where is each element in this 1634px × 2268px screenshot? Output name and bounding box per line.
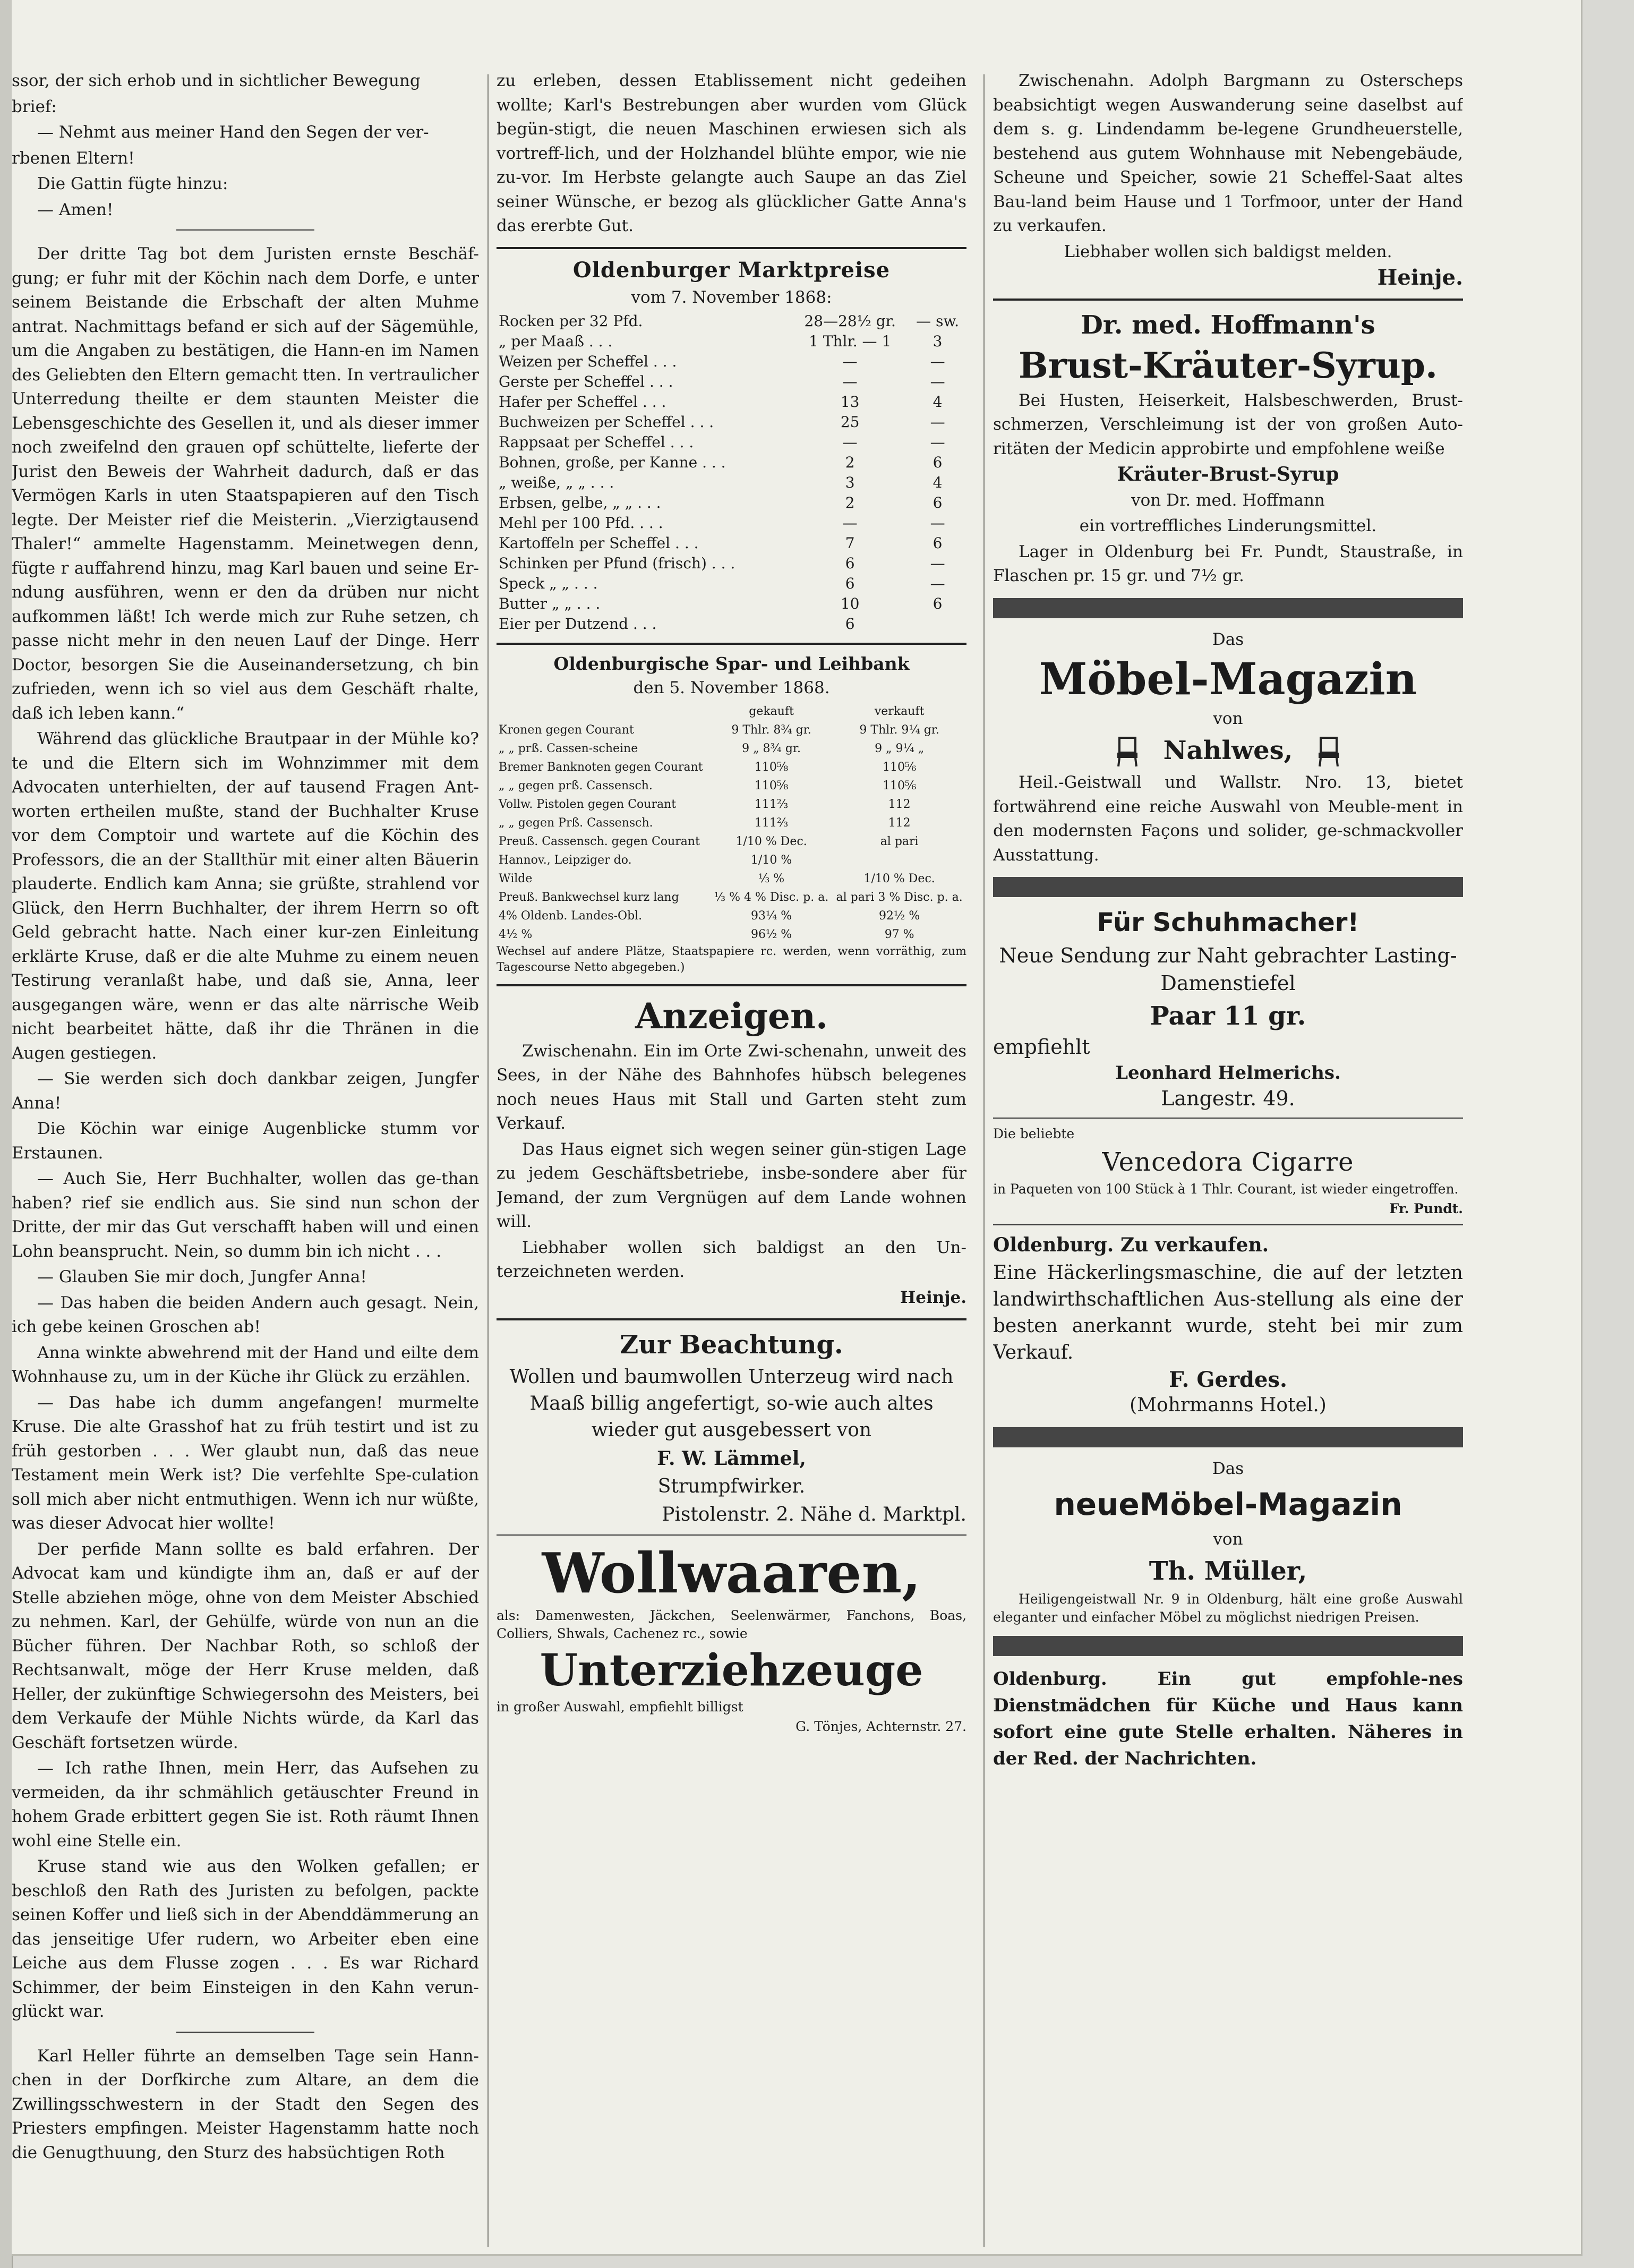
bank-rate-cell: Preuß. Cassensch. gegen Courant [499,834,700,848]
market-price-cell: 4 [933,474,943,491]
story-paragraph: — Auch Sie, Herr Buchhalter, wollen das ge-than haben? rief sie endlich aus. Sie sind nun schon der Dritte, der mir das Gut verschafft haben will und einen Lohn beansprucht. Nein, so dumm bin ich nicht . . . [12,1169,479,1261]
market-price-row [497,533,966,553]
bank-rate-cell: al pari [880,834,919,848]
ornamental-bar [993,1427,1463,1447]
bank-rate-row [497,721,966,739]
hoffmann-sub: Kräuter-Brust-Syrup [1117,463,1339,485]
schuh-title: Für Schuhmacher! [1097,908,1359,937]
bank-rate-row [497,758,966,777]
haecksel-head: Oldenburg. Zu verkaufen. [993,1233,1269,1256]
bank-rate-cell: 96½ % [750,927,792,941]
story-paragraph: Kruse stand wie aus den Wolken gefallen; er beschloß den Rath des Juristen zu befolgen, packte seinen Koffer und ließ sich in der Abenddämmerung an das jenseitige Ufer rudern, wo Arbeiter eben eine Leiche aus dem Flusse zogen . . . Es war Richard Schimmer, der beim Einsteigen in den Kahn verun-glückt war. [12,1857,479,2021]
column-rule-left [487,74,489,2247]
bank-rate-cell: ⅓ % 4 % Disc. p. a. [714,890,829,904]
story-line: brief: [12,97,57,116]
story-line: ssor, der sich erhob und in sichtlicher Bewegung [12,71,421,90]
schuh-price: Paar 11 gr. [1150,1001,1306,1031]
beachtung-trade: Strumpfwirker. [657,1476,806,1497]
story-paragraph: — Das haben die beiden Andern auch gesagt. Nein, ich gebe keinen Groschen ab! [12,1293,479,1336]
moebel-title: Möbel-Magazin [1039,654,1417,705]
market-price-cell: — [930,514,945,532]
market-price-cell: Bohnen, große, per Kanne . . . [499,454,726,471]
bank-rate-cell: ⅓ % [758,872,785,885]
market-price-cell: Butter „ „ . . . [499,595,601,612]
market-price-cell: Eier per Dutzend . . . [499,615,657,633]
market-price-row [497,553,966,574]
market-price-cell [909,614,966,634]
market-price-cell: — [842,514,858,532]
story-paragraph: Die Köchin war einige Augenblicke stumm vor Erstaunen. [12,1119,479,1163]
chair-icon [1115,737,1140,768]
bank-rate-cell: 9 Thlr. 9¼ gr. [859,723,939,737]
column-1-story [12,69,479,2167]
story-line: — Amen! [37,200,114,219]
bank-rate-cell: 9 „ 8¾ gr. [742,741,801,755]
bank-rate-row [497,851,966,869]
moebel-name: Nahlwes, [1163,735,1293,765]
bank-rate-row [497,739,966,758]
bank-rate-cell: 110⅚ [882,760,917,774]
bank-title: Oldenburgische Spar- und Leihbank [553,653,910,674]
cigar-pre: Die beliebte [993,1126,1075,1141]
haecksel-signature2: (Mohrmanns Hotel.) [1130,1394,1327,1416]
market-price-cell: 10 [840,595,860,612]
story-paragraph: Karl Heller führte an demselben Tage sein Hann-chen in der Dorfkirche zum Altare, an dem die Zwillingsschwestern in der Stadt den Segen des Priesters empfingen. Meister Hagenstamm hatte noch die Genugthuung, den Sturz des habsüchtigen Roth [12,2046,479,2162]
story-paragraph: — Ich rathe Ihnen, mein Herr, das Aufsehen zu vermeiden, da ihr schmählich getäuschter Freund in hohem Grade erbittert gegen Sie ist. Roth räumt Ihnen wohl eine Stelle ein. [12,1759,479,1851]
bank-rate-cell: 97 % [884,927,914,941]
market-price-cell: 6 [845,615,855,633]
schuh-emp: empfiehlt [993,1035,1090,1059]
story-paragraph: Anna winkte abwehrend mit der Hand und eilte dem Wohnhause zu, um in der Küche ihr Glück zu erzählen. [12,1343,479,1386]
market-price-row [497,493,966,513]
column-rule-right [983,74,985,2247]
bank-rate-cell: 111⅔ [754,797,789,811]
bank-rate-row [497,907,966,925]
bank-rate-row [497,832,966,851]
market-price-cell: — [930,353,945,370]
section-rule [497,1534,966,1536]
bank-rate-cell: „ „ gegen Prß. Cassensch. [499,816,653,830]
announcements-heading: Anzeigen. [635,995,828,1037]
moebel-name-row [993,735,1463,768]
market-price-cell: — [930,413,945,431]
story-paragraph: — Glauben Sie mir doch, Jungfer Anna! [37,1267,367,1286]
market-price-cell: — [842,353,858,370]
neue-von: von [1213,1530,1243,1549]
market-price-cell: 2 [845,454,855,471]
market-price-row [497,513,966,533]
market-price-row [497,432,966,453]
bank-rate-cell: 111⅔ [754,816,789,830]
market-price-cell: 13 [840,393,860,411]
market-price-cell: — [930,433,945,451]
bank-rate-cell: 1/10 % [750,853,792,867]
section-separator [176,229,314,231]
neue-das: Das [1212,1459,1244,1478]
market-price-row [497,331,966,352]
hoffmann-title: Dr. med. Hoffmann's [1081,310,1375,340]
story-line: Die Gattin fügte hinzu: [37,174,228,193]
market-prices-title: Oldenburger Marktpreise [572,257,891,283]
market-price-cell: 6 [845,575,855,592]
section-rule [497,247,966,249]
bank-rate-cell: 1/10 % Dec. [863,872,935,885]
farm-sale-text2: Liebhaber wollen sich baldigst melden. [1064,242,1392,261]
market-prices-table [497,311,966,634]
bank-rate-cell: 112 [888,797,911,811]
market-price-cell: 28—28½ gr. [804,312,896,330]
bank-rate-row [497,888,966,907]
market-price-row [497,574,966,594]
bank-header-bought: gekauft [749,704,794,718]
bank-rate-cell: Wilde [499,872,533,885]
market-price-row [497,594,966,614]
haecksel-signature: F. Gerdes. [1169,1367,1287,1392]
market-price-cell: 6 [845,555,855,572]
chair-icon [1316,737,1341,768]
house-sale-text: Das Haus eignet sich wegen seiner gün-stigen Lage zu jedem Geschäftsbetriebe, insbe-sondere aber für Jemand, der zum Vergnügen auf dem Lande wohnen will. [497,1139,966,1231]
market-price-cell: Hafer per Scheffel . . . [499,393,666,411]
cigar-title: Vencedora Cigarre [1102,1147,1354,1177]
market-price-row [497,392,966,412]
market-price-cell: 25 [840,413,860,431]
market-price-row [497,473,966,493]
beachtung-text: Wollen und baumwollen Unterzeug wird nach Maaß billig angefertigt, so-wie auch altes wieder gut ausgebessert von [509,1366,954,1441]
moebel-das: Das [1212,629,1244,649]
section-rule [497,984,966,986]
wollwaaren-title: Wollwaaren, [542,1540,921,1606]
section-rule [993,299,1463,301]
section-rule [497,1318,966,1320]
market-prices-date: vom 7. November 1868: [631,287,832,307]
column-3-ads [993,69,1463,1774]
market-price-cell: — [930,373,945,390]
bank-rate-cell: Kronen gegen Courant [499,723,634,737]
market-price-cell: Speck „ „ . . . [499,575,598,592]
house-sale-text: Zwischenahn. Ein im Orte Zwi-schenahn, unweit des Sees, in der Nähe des Bahnhofes hübsch belegenes noch neues Haus mit Stall und Garten steht zum Verkauf. [497,1041,966,1133]
adjacent-page-edge [0,0,13,2268]
beachtung-name: F. W. Lämmel, [657,1447,806,1470]
market-price-cell: 1 Thlr. — 1 [809,332,892,350]
neue-text: Heiligengeistwall Nr. 9 in Oldenburg, hält eine große Auswahl eleganter und einfacher Möbel zu möglichst niedrigen Preisen. [993,1591,1463,1625]
bank-rate-cell: 93¼ % [750,909,792,923]
market-price-cell: 6 [933,534,943,552]
market-price-row [497,614,966,634]
wollwaaren-signature: G. Tönjes, Achternstr. 27. [795,1719,966,1734]
market-price-cell: — sw. [916,312,959,330]
bank-header-sold: verkauft [874,704,925,718]
bank-rate-cell: Vollw. Pistolen gegen Courant [499,797,677,811]
haecksel-text: Eine Häckerlingsmaschine, die auf der letzten landwirthschaftlichen Aus-stellung als eine der besten anerkannt wurde, steht bei mir zum Verkauf. [993,1261,1463,1363]
hoffmann-text: Bei Husten, Heiserkeit, Halsbeschwerden, Brust-schmerzen, Verschleimung ist der von großen Auto-ritäten der Medicin approbirte und empfohlene weiße [993,390,1463,458]
bank-rate-cell: Preuß. Bankwechsel kurz lang [499,890,679,904]
bank-rate-row [497,777,966,795]
story-line: — Nehmt aus meiner Hand den Segen der ver- [37,123,429,142]
ornamental-bar [993,877,1463,897]
bank-rate-cell: 4½ % [499,927,533,941]
bank-rate-cell [832,851,966,869]
market-price-row [497,453,966,473]
bank-rate-cell: 112 [888,816,911,830]
market-price-cell: 4 [933,393,943,411]
column-2 [497,69,966,1737]
farm-sale-text: Zwischenahn. Adolph Bargmann zu Osterscheps beabsichtigt wegen Auswanderung seine daselbst auf dem s. g. Lindendamm be-legene Grundheuerstelle, bestehend aus gutem Wohnhause mit Nebengebäude, Scheune und Speicher, sowie 21 Scheffel-Saat altes Bau-land beim Hause und 1 Torfmoor, unter der Hand zu verkaufen. [993,71,1463,235]
market-price-cell: „ weiße, „ „ . . . [499,474,614,491]
farm-sale-signature: Heinje. [1377,265,1463,290]
section-rule [993,1118,1463,1119]
market-price-cell: — [842,433,858,451]
moebel-von: von [1213,709,1243,728]
house-sale-text: Liebhaber wollen sich baldigst an den Un-terzeichneten werden. [497,1238,966,1281]
house-sale-signature: Heinje. [900,1288,966,1307]
hoffmann-text2: ein vortreffliches Linderungsmittel. [1079,516,1377,535]
story-ending: zu erleben, dessen Etablissement nicht gedeihen wollte; Karl's Bestrebungen aber wurden vom Glück begün-stigt, die neuen Maschinen erwiesen sich als vortreff-lich, und der Holzhandel blühte empor, wie nie zu-vor. Im Herbste gelangte auch Saupe an das Ziel seiner Wünsche, er bezog als glücklicher Gatte Anna's das ererbte Gut. [497,71,966,235]
market-price-cell: Weizen per Scheffel . . . [499,353,677,370]
bank-rate-cell: 9 „ 9¼ „ [875,741,925,755]
bank-rate-cell: al pari 3 % Disc. p. a. [836,890,963,904]
hoffmann-text3: Lager in Oldenburg bei Fr. Pundt, Staustraße, in Flaschen pr. 15 gr. und 7½ gr. [993,542,1463,585]
market-price-cell: 2 [845,494,855,511]
section-separator [176,2032,314,2033]
bank-rate-cell: „ „ prß. Cassen-scheine [499,741,638,755]
story-paragraph: Der perfide Mann sollte es bald erfahren. Der Advocat kam und kündigte ihm an, daß er auf der Stelle abziehen möge, ohne von dem Meister Abschied zu nehmen. Karl, der Gehülfe, würde von nun an die Bücher führen. Der Nachbar Roth, so schloß der Rechtsanwalt, möge der Herr Kruse melden, daß Heller, der zukünftige Schwiegersohn des Meisters, bei dem Verkaufe der Mühle Nichts würde, da Karl das Geschäft fortsetzen würde. [12,1539,479,1752]
cigar-text: in Paqueten von 100 Stück à 1 Thlr. Courant, ist wieder eingetroffen. [993,1181,1459,1197]
story-line: rbenen Eltern! [12,148,135,168]
market-price-cell: 3 [933,332,943,350]
market-price-cell: Schinken per Pfund (frisch) . . . [499,555,735,572]
bank-rate-cell: 4% Oldenb. Landes-Obl. [499,909,643,923]
bank-date: den 5. November 1868. [633,678,830,697]
market-price-cell: 3 [845,474,855,491]
maid-wanted-ad: Oldenburg. Ein gut empfohle-nes Dienstmädchen für Küche und Haus kann sofort eine gute Stelle erhalten. Näheres in der Red. der Nachrichten. [993,1668,1463,1769]
bank-rate-cell: 1/10 % Dec. [735,834,807,848]
bank-rate-row [497,869,966,888]
market-price-row [497,352,966,372]
bank-rate-row [497,925,966,944]
market-price-cell: Mehl per 100 Pfd. . . . [499,514,663,532]
market-price-cell: Erbsen, gelbe, „ „ . . . [499,494,661,511]
market-price-cell: 6 [933,454,943,471]
wollwaaren-text: als: Damenwesten, Jäckchen, Seelenwärmer, Fanchons, Boas, Colliers, Shwals, Cachenez rc., sowie [497,1608,966,1641]
moebel-text: Heil.-Geistwall und Wallstr. Nro. 13, bietet fortwährend eine reiche Auswahl von Meuble-ment in den modernsten Façons und solider, ge-schmackvoller Ausstattung. [993,773,1463,865]
beachtung-title: Zur Beachtung. [620,1330,843,1360]
section-rule [993,1224,1463,1225]
market-price-row [497,311,966,331]
bank-rates-table [497,702,966,944]
market-price-cell: 6 [933,494,943,511]
bank-rate-cell: Hannov., Leipziger do. [499,853,632,867]
bank-rate-cell: 110⅝ [754,779,789,792]
neue-title: neueMöbel-Magazin [1054,1486,1402,1522]
bank-rate-row [497,814,966,832]
bank-rate-cell: 9 Thlr. 8¾ gr. [731,723,811,737]
bank-rate-row [497,795,966,814]
market-price-cell: 7 [845,534,855,552]
section-rule [497,643,966,645]
market-price-cell: Gerste per Scheffel . . . [499,373,673,390]
ornamental-bar [993,1636,1463,1656]
market-price-cell: — [842,373,858,390]
bank-rate-cell: „ „ gegen prß. Cassensch. [499,779,653,792]
bank-rate-cell: 92½ % [879,909,920,923]
market-price-cell: — [930,555,945,572]
schuh-name: Leonhard Helmerichs. [1115,1062,1341,1084]
market-price-row [497,372,966,392]
market-price-cell: „ per Maaß . . . [499,332,613,350]
market-price-cell: Rappsaat per Scheffel . . . [499,433,694,451]
beachtung-address: Pistolenstr. 2. Nähe d. Marktpl. [662,1504,966,1525]
market-price-cell: Buchweizen per Scheffel . . . [499,413,714,431]
bank-rate-cell: 110⅚ [882,779,917,792]
story-paragraph: Während das glückliche Brautpaar in der Mühle ko?te und die Eltern sich im Wohnzimmer mit dem Advocaten unterhielten, der auf tausend Fragen Ant-worten ertheilen mußte, stand der Buchhalter Kruse vor dem Comptoir und wartete auf die Köchin des Professors, die an der Stallthür mit einer alten Bäuerin plauderte. Endlich kam Anna; sie grüßte, strahlend vor Glück, den Herrn Buchhalter, der ihrem Herrn so oft Geld gebracht hatte. Nach einer kur-zen Einleitung erklärte Kruse, daß er die alte Muhme zu einem neuen Testirung veranlaßt habe, und daß sie, Anna, leer ausgegangen wäre, wenn er das alte närrische Weib nicht bearbeitet hätte, daß ihr die Thränen in die Augen gestiegen. [12,729,479,1063]
story-paragraph: — Sie werden sich doch dankbar zeigen, Jungfer Anna! [12,1069,479,1113]
bank-note: Wechsel auf andere Plätze, Staatspapiere rc. werden, wenn vorräthig, zum Tagescourse Netto abgegeben.) [497,944,966,974]
hoffmann-product: Brust-Kräuter-Syrup. [1018,344,1438,386]
schuh-text: Neue Sendung zur Naht gebrachter Lasting-Damenstiefel [999,944,1457,995]
story-paragraph: — Das habe ich dumm angefangen! murmelte Kruse. Die alte Grasshof hat zu früh testirt und ist zu früh gestorben . . . Wer glaubt nun, daß das neue Testament mein Werk ist? Die verfehlte Spe-culation soll mich aber nicht entmuthigen. Wenn ich nur wüßte, was dieser Advocat hier wollte! [12,1393,479,1533]
ornamental-bar [993,598,1463,618]
neue-name: Th. Müller, [1149,1556,1307,1586]
schuh-address: Langestr. 49. [1161,1087,1295,1110]
wollwaaren-text2: in großer Auswahl, empfiehlt billigst [497,1699,743,1715]
hoffmann-by: von Dr. med. Hoffmann [1131,490,1325,510]
cigar-signature: Fr. Pundt. [1389,1200,1463,1216]
bank-rate-cell: Bremer Banknoten gegen Courant [499,760,703,774]
story-paragraph: Der dritte Tag bot dem Juristen ernste Beschäf-gung; er fuhr mit der Köchin nach dem Dorfe, e unter seinem Beistande die Erbschaft der alten Muhme antrat. Nachmittags befand er sich auf der Sägemühle, um die Angaben zu bestätigen, die Hann-en im Namen des Geliebten den Eltern gemacht tten. In vertraulicher Unterredung theilte er dem staunten Meister die Lebensgeschichte des Gesellen it, und als dieser immer noch zweifelnd den grauen opf schüttelte, lieferte der Jurist den Beweis der Wahrheit dadurch, daß er das Vermögen Karls in uten Staatspapieren auf den Tisch legte. Der Meister rief die Meisterin. „Vierzigtausend Thaler!“ ammelte Hagenstamm. Meinetwegen denn, fügte r auffahrend hinzu, mag Karl bauen und seine Er-ndung ausführen, wenn er den da drüben nur nicht aufkommen läßt! Ich werde mich zur Ruhe setzen, ch passe nicht mehr in den neuen Lauf der Dinge. Herr Doctor, besorgen Sie die Auseinandersetzung, ch bin zufrieden, wenn ich so viel aus dem Geschäft rhalte, daß ich leben kann.“ [12,244,479,723]
market-price-row [497,412,966,432]
market-price-cell: Rocken per 32 Pfd. [499,312,643,330]
market-price-cell: 6 [933,595,943,612]
market-price-cell: — [930,575,945,592]
unterziehzeuge-title: Unterziehzeuge [540,1645,923,1696]
market-price-cell: Kartoffeln per Scheffel . . . [499,534,699,552]
bank-rate-cell: 110⅝ [754,760,789,774]
